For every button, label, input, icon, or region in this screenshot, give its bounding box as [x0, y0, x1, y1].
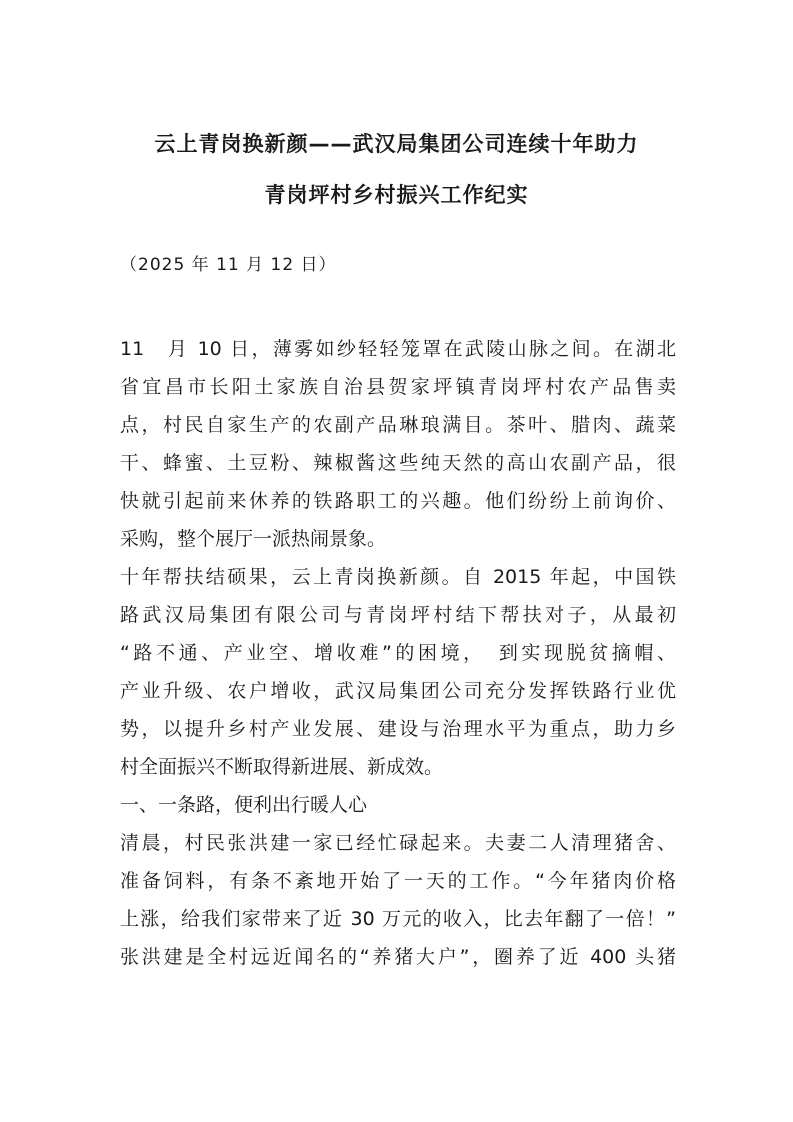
section-heading: 一、一条路，便利出行暖人心: [120, 794, 368, 816]
body-line: 点，村民自家生产的农副产品琳琅满目。茶叶、腊肉、蔬菜: [120, 414, 676, 436]
body-line: 11 月 10 日，薄雾如纱轻轻笼罩在武陵山脉之间。在湖北: [120, 338, 676, 360]
body-line: 村全面振兴不断取得新进展、新成效。: [120, 756, 444, 778]
document-date: （2025 年 11 月 12 日）: [120, 255, 337, 275]
body-line: 十年帮扶结硕果，云上青岗换新颜。自 2015 年起，中国铁: [120, 566, 676, 588]
body-line: 产业升级、农户增收，武汉局集团公司充分发挥铁路行业优: [120, 680, 676, 702]
body-line: 准备饲料，有条不紊地开始了一天的工作。“今年猪肉价格: [120, 870, 676, 892]
body-line: 快就引起前来休养的铁路职工的兴趣。他们纷纷上前询价、: [120, 490, 676, 512]
body-line: 采购，整个展厅一派热闹景象。: [120, 528, 387, 550]
body-line: 上涨，给我们家带来了近 30 万元的收入，比去年翻了一倍！”: [120, 908, 676, 930]
body-line: 清晨，村民张洪建一家已经忙碌起来。夫妻二人清理猪舍、: [120, 832, 676, 854]
body-line: 张洪建是全村远近闻名的“养猪大户”，圈养了近 400 头猪: [120, 946, 676, 968]
document-title-line-2: 青岗坪村乡村振兴工作纪实: [264, 183, 529, 207]
document-title-line-1: 云上青岗换新颜——武汉局集团公司连续十年助力: [154, 132, 639, 156]
body-line: 路武汉局集团有限公司与青岗坪村结下帮扶对子，从最初: [120, 604, 676, 626]
document-body: [120, 330, 676, 976]
body-line: 干、蜂蜜、土豆粉、辣椒酱这些纯天然的高山农副产品，很: [120, 452, 676, 474]
body-line: 省宜昌市长阳土家族自治县贺家坪镇青岗坪村农产品售卖: [120, 376, 676, 398]
body-line: “路不通、产业空、增收难”的困境， 到实现脱贫摘帽、: [120, 642, 676, 664]
body-line: 势，以提升乡村产业发展、建设与治理水平为重点，助力乡: [120, 718, 676, 740]
